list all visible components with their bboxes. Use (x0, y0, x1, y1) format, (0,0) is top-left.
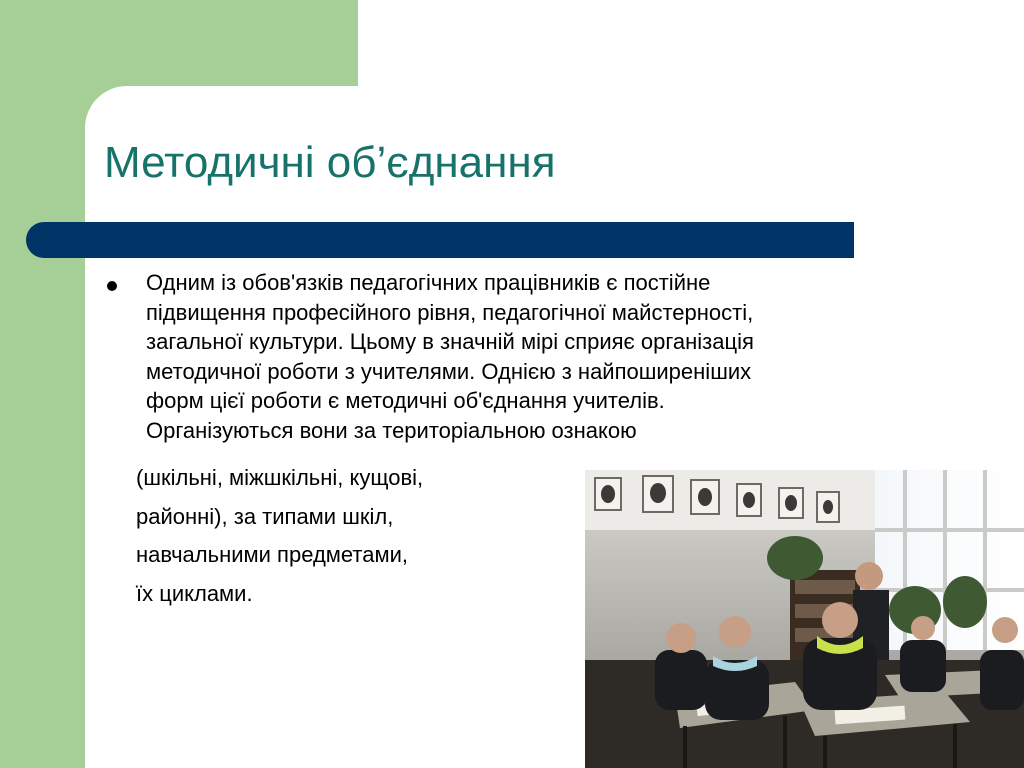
continuation-line: навчальними предметами, (136, 542, 409, 568)
classroom-photo (585, 470, 1024, 768)
title-underline-bar (26, 222, 854, 258)
paragraph-line: форм цієї роботи є методичні об'єднання учителів. (146, 388, 665, 413)
continuation-line: районні), за типами шкіл, (136, 503, 394, 529)
paragraph-line: підвищення професійного рівня, педагогічної майстерності, (146, 299, 754, 325)
white-top-area (358, 0, 1024, 86)
paragraph-line: Одним із обов'язків педагогічних працівників є постійне (146, 270, 711, 295)
slide-title: Методичні об’єднання (104, 138, 556, 187)
round-bullet-icon (107, 281, 117, 291)
continuation-line: їх циклами. (136, 581, 253, 607)
paragraph-line: загальної культури. Цьому в значній мірі сприяє організація (146, 329, 754, 354)
paragraph-line: Організуються вони за територіальною ознакою (146, 417, 637, 443)
bullet-paragraph (146, 268, 946, 445)
continuation-text (136, 459, 423, 614)
continuation-line: (шкільні, міжшкільні, кущові, (136, 465, 424, 490)
paragraph-line: методичної роботи з учителями. Однією з найпоширеніших (146, 358, 752, 384)
